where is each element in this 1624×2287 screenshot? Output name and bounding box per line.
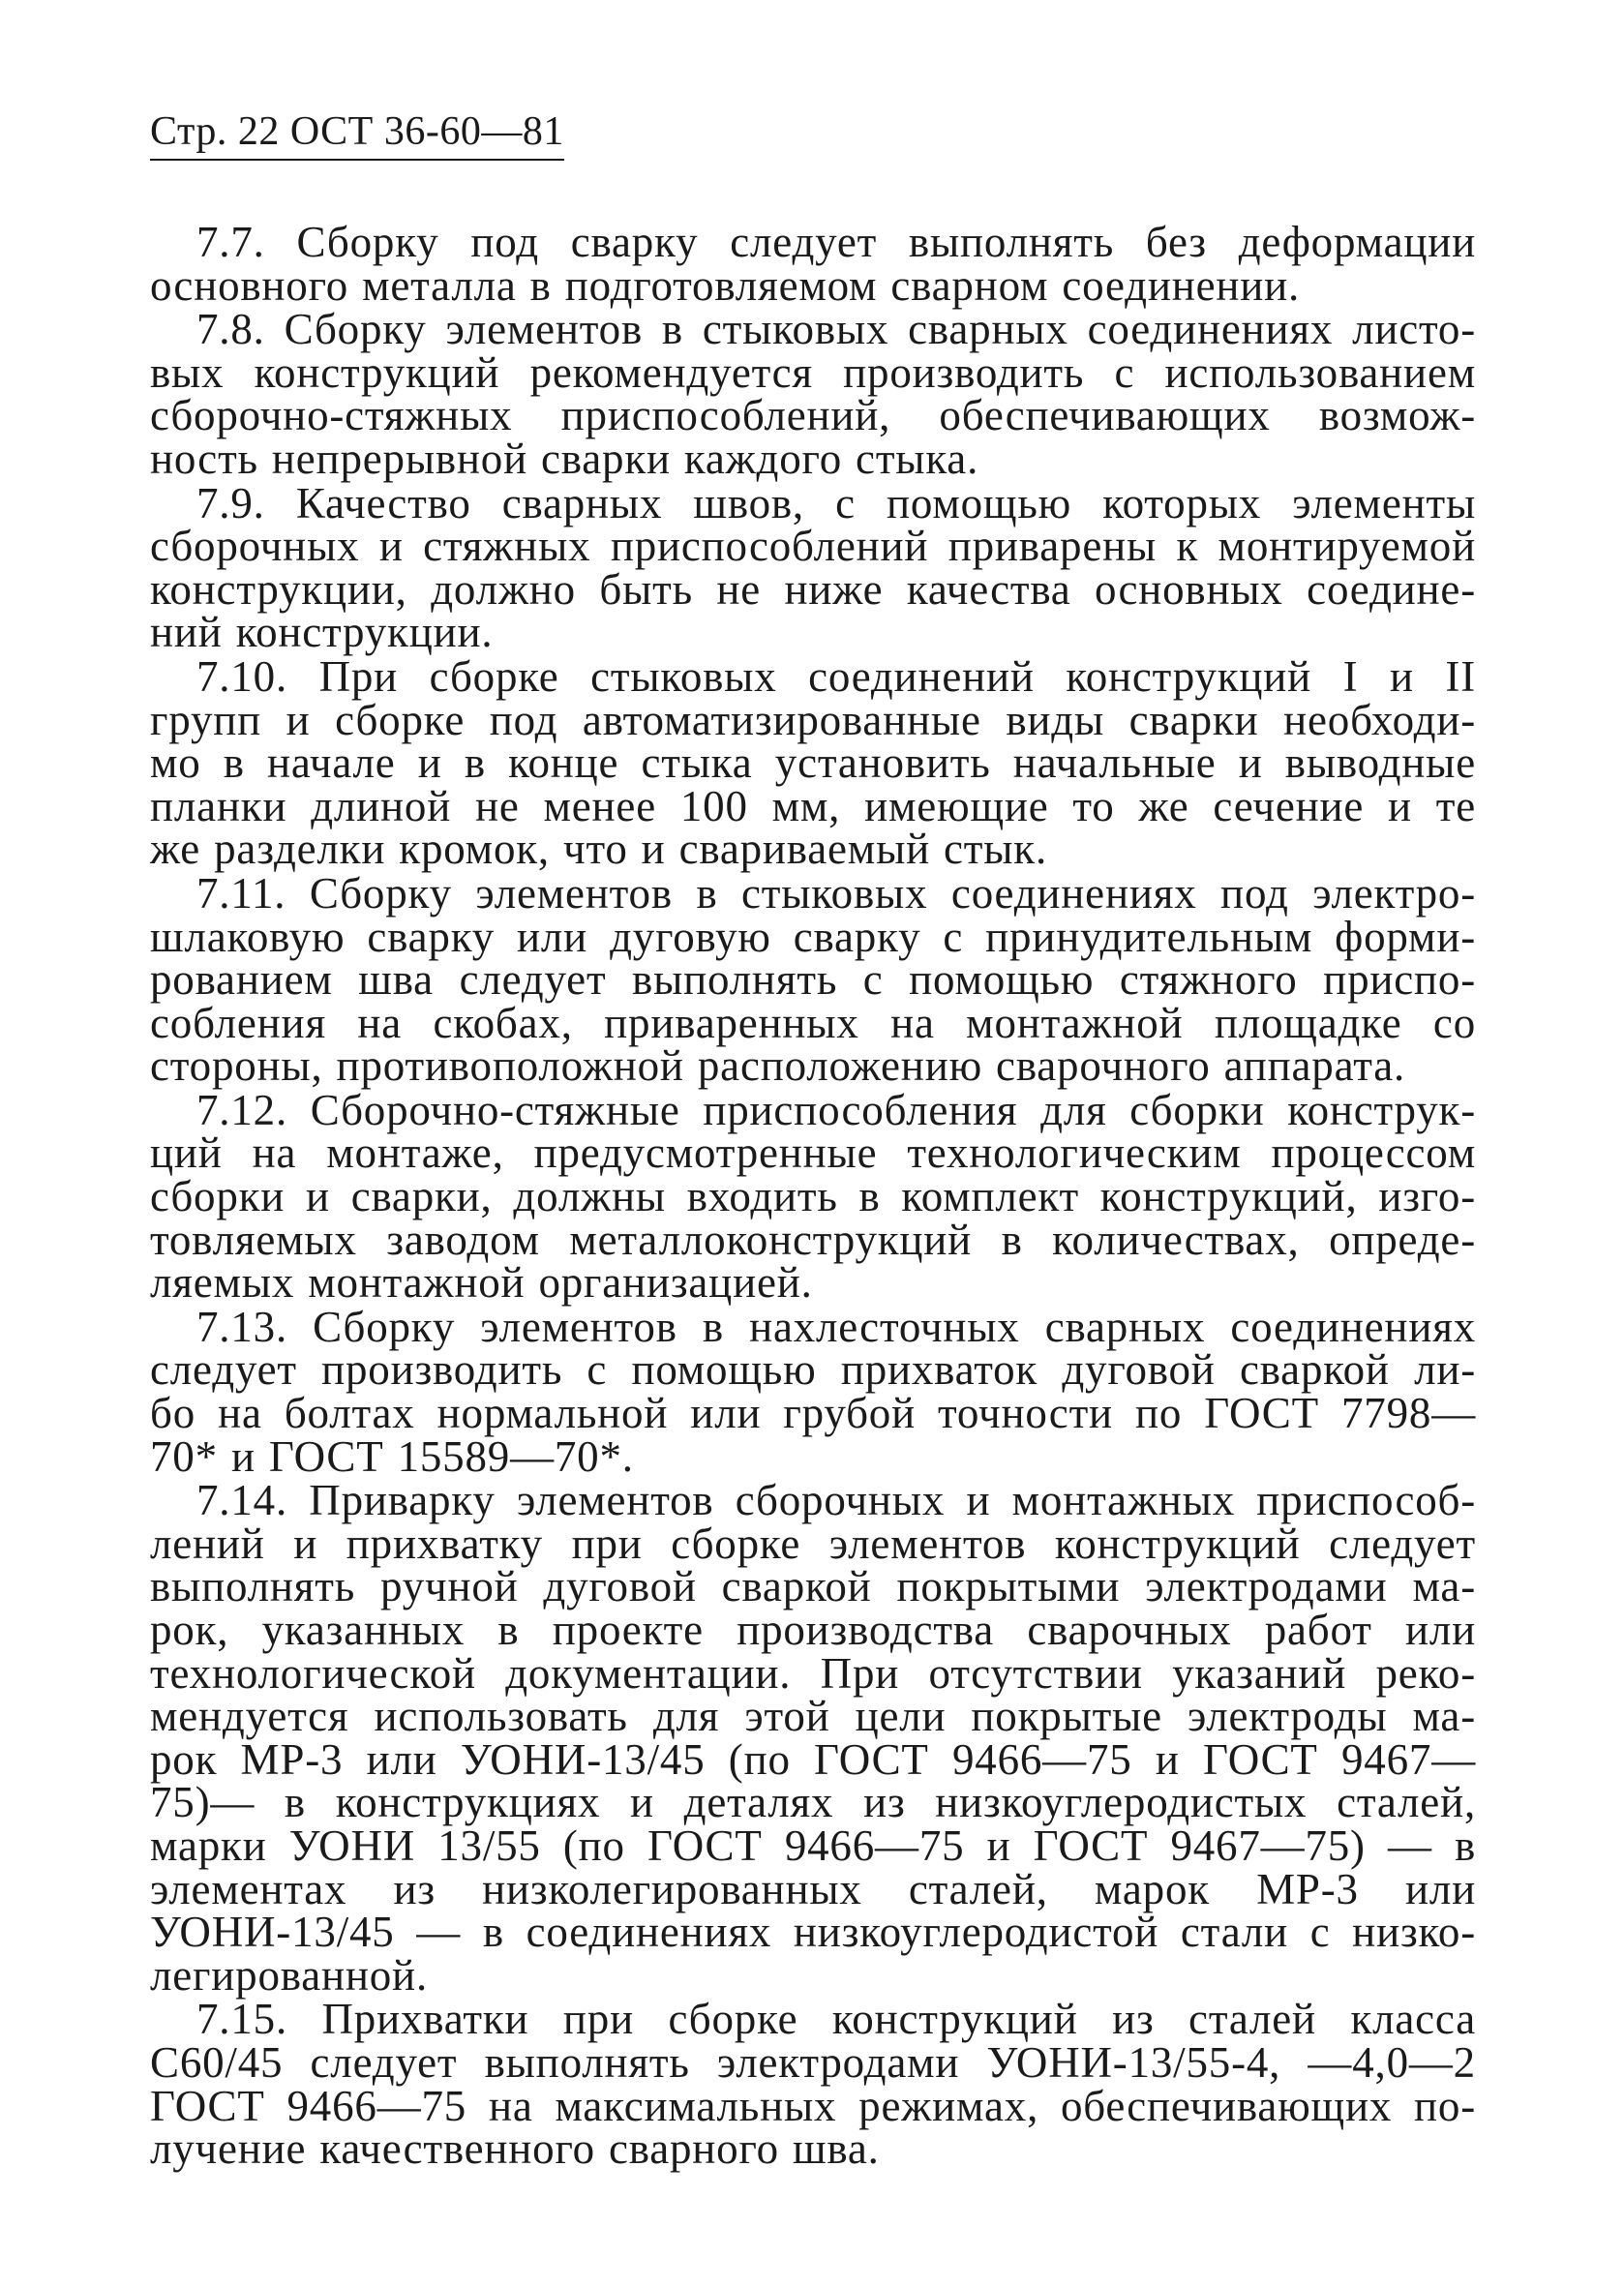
paragraph (150, 478, 1476, 657)
text-line: стороны, противоположной расположению сварочного аппарата. (150, 1041, 1406, 1091)
text-line: 7.9. Качество сварных швов, с помощью которых элементы (196, 478, 1476, 527)
text-line: сборочно-стяжных приспособлений, обеспечивающих возмож- (150, 391, 1476, 440)
text-line: элементах из низколегированных сталей, марок МР-3 или (150, 1864, 1476, 1913)
text-line: ГОСТ 9466—75 на максимальных режимах, обеспечивающих по- (150, 2081, 1476, 2130)
text-line: ность непрерывной сварки каждого стыка. (150, 434, 979, 483)
text-line: 7.10. При сборке стыковых соединений конструкций I и II (196, 651, 1476, 701)
text-line: шлаковую сварку или дуговую сварку с принудительным форми- (150, 912, 1476, 961)
paragraph (150, 305, 1476, 483)
paragraph (150, 218, 1476, 310)
text-line: собления на скобах, приваренных на монтажной площадке со (150, 998, 1476, 1047)
text-line: рок, указанных в проекте производства сварочных работ или (150, 1606, 1476, 1654)
text-line: основного металла в подготовляемом сварном соединении. (150, 260, 1301, 310)
text-line: же разделки кромок, что и свариваемый стык. (150, 825, 1048, 874)
text-line: технологической документации. При отсутствии указаний реко- (150, 1648, 1476, 1698)
text-line: рованием шва следует выполнять с помощью стяжного приспо- (150, 955, 1476, 1005)
text-line: 7.13. Сборку элементов в нахлесточных сварных соединениях (196, 1302, 1476, 1351)
paragraph (150, 1476, 1476, 2000)
document-body (150, 218, 1476, 2174)
paragraph (150, 651, 1476, 874)
text-line: 70* и ГОСТ 15589—70*. (150, 1431, 634, 1481)
text-line: 7.15. Прихватки при сборке конструкций из сталей класса (196, 1995, 1476, 2044)
text-line: ний конструкции. (150, 608, 494, 657)
text-line: лений и прихватку при сборке элементов конструкций следует (150, 1519, 1476, 1568)
paragraph (150, 1085, 1476, 1308)
text-line: марки УОНИ 13/55 (по ГОСТ 9466—75 и ГОСТ 9467—75) — в (150, 1821, 1476, 1870)
text-line: 7.14. Приварку элементов сборочных и монтажных приспособ- (196, 1476, 1476, 1525)
text-line: рок МР-3 или УОНИ-13/45 (по ГОСТ 9466—75 и ГОСТ 9467— (150, 1734, 1476, 1784)
page-header: Стр. 22 ОСТ 36-60—81 (150, 106, 564, 161)
paragraph (150, 868, 1476, 1091)
text-line: выполнять ручной дуговой сваркой покрытыми электродами ма- (150, 1562, 1476, 1611)
text-line: 7.7. Сборку под сварку следует выполнять без деформации (196, 218, 1476, 266)
text-line: УОНИ-13/45 — в соединениях низкоуглеродистой стали с низко- (150, 1908, 1476, 1957)
document-page (150, 106, 1476, 2172)
text-line: сборки и сварки, должны входить в комплект конструкций, изго- (150, 1172, 1476, 1221)
text-line: бо на болтах нормальной или грубой точности по ГОСТ 7798— (150, 1389, 1476, 1438)
text-line: вых конструкций рекомендуется производить с использованием (150, 347, 1476, 397)
text-line: следует производить с помощью прихваток дуговой сваркой ли- (150, 1345, 1476, 1395)
text-line: 75)— в конструкциях и деталях из низкоуглеродистых сталей, (150, 1778, 1476, 1827)
text-line: товляемых заводом металлоконструкций в количествах, опреде- (150, 1215, 1476, 1264)
text-line: мо в начале и в конце стыка установить начальные и выводные (150, 738, 1476, 788)
paragraph (150, 1995, 1476, 2174)
text-line: групп и сборке под автоматизированные виды сварки необходи- (150, 695, 1476, 744)
text-line: 7.8. Сборку элементов в стыковых сварных соединениях листо- (196, 305, 1476, 354)
text-line: конструкции, должно быть не ниже качества основных соедине- (150, 564, 1476, 614)
text-line: ляемых монтажной организацией. (150, 1258, 813, 1308)
text-line: планки длиной не менее 100 мм, имеющие то же сечение и те (150, 781, 1476, 830)
text-line: 7.11. Сборку элементов в стыковых соединениях под электро- (196, 868, 1476, 918)
text-line: лучение качественного сварного шва. (150, 2124, 880, 2174)
text-line: мендуется использовать для этой цели покрытые электроды ма- (150, 1692, 1476, 1741)
text-line: С60/45 следует выполнять электродами УОНИ-13/55-4, —4,0—2 (150, 2037, 1476, 2087)
text-line: сборочных и стяжных приспособлений приварены к монтируемой (150, 522, 1476, 571)
text-line: легированной. (150, 1950, 428, 2000)
text-line: ций на монтаже, предусмотренные технологическим процессом (150, 1128, 1476, 1178)
paragraph (150, 1302, 1476, 1481)
text-line: 7.12. Сборочно-стяжные приспособления для сборки конструк- (196, 1085, 1476, 1134)
